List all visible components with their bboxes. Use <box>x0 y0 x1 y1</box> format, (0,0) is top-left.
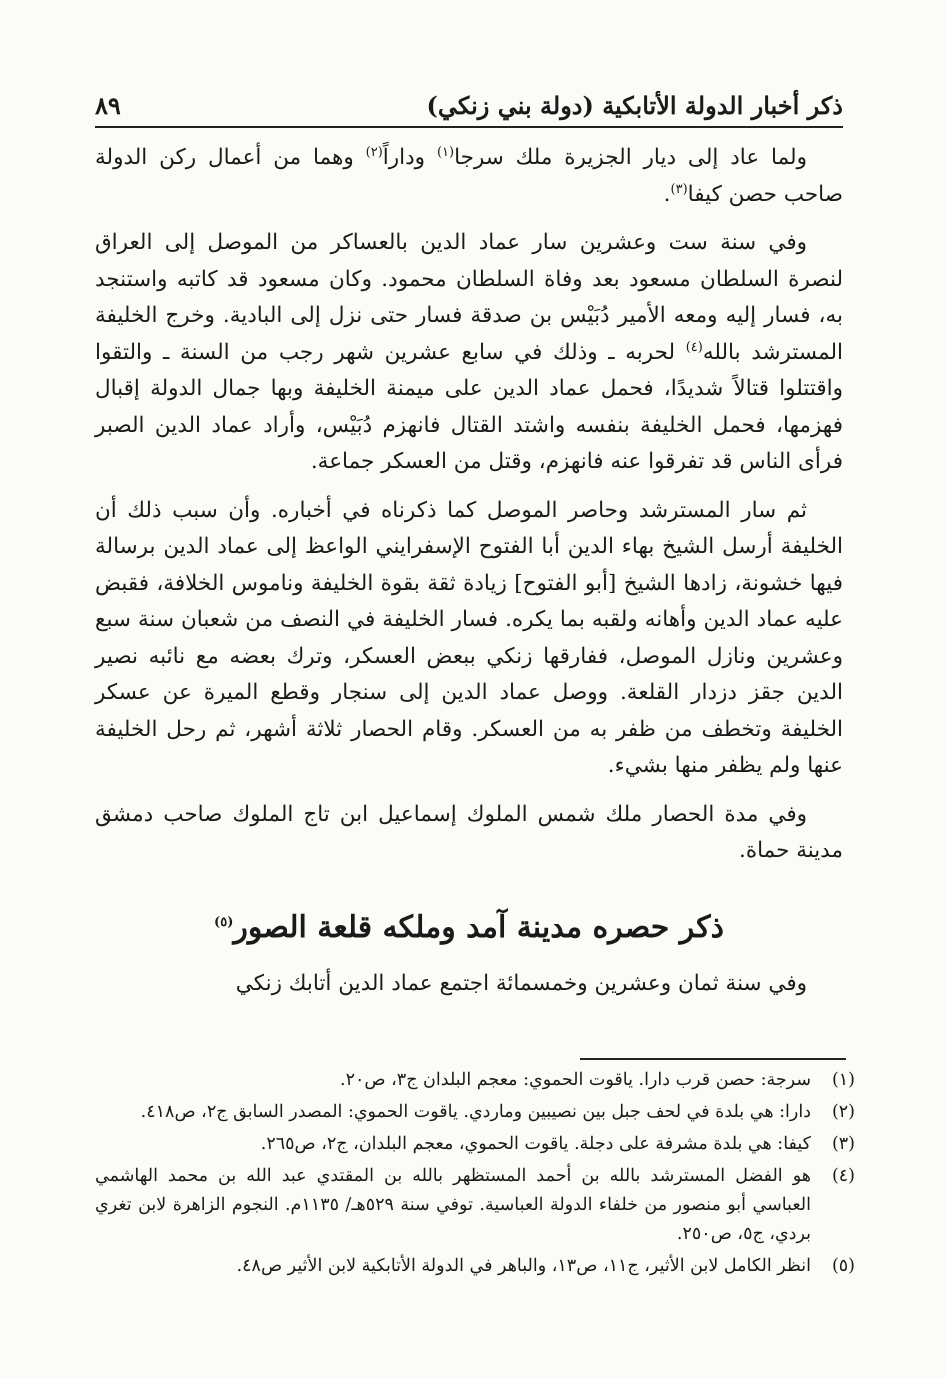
running-title: ذكر أخبار الدولة الأتابكية (دولة بني زنكي) <box>426 91 843 120</box>
footnote-ref-4[interactable]: (٤) <box>685 339 703 355</box>
footnote-divider <box>580 1058 846 1060</box>
running-header <box>95 86 843 128</box>
paragraph-3: ثم سار المسترشد وحاصر الموصل كما ذكرناه في أخباره. وأن سبب ذلك أن الخليفة أرسل الشيخ بهاء الدين أبا الفتوح الإسفرايني الواعظ إلى عماد الدين برسالة فيها خشونة، زادها الشيخ [أبو الفتوح] زيادة ثقة بقوة الخليفة وناموس الخلافة، فقبض عليه عماد الدين وأهانه ولقبه بما يكره. فسار الخليفة في النصف من شعبان سنة سبع وعشرين ونازل الموصل، ففارقها زنكي ببعض العسكر، وترك بعضه مع نائبه نصير الدين جقز دزدار القلعة. ووصل عماد الدين إلى سنجار وقطع الميرة عن عسكر الخليفة وتخطف من ظفر به من العسكر. وقام الحصار ثلاثة أشهر، ثم رحل الخليفة عنها ولم يظفر منها بشيء. <box>95 497 843 778</box>
paragraph-1: ولما عاد إلى ديار الجزيرة ملك سرجا$^{(١)}$ وداراً$^{(٢)}$ وهما من أعمال ركن الدولة صاحب حصن كيفا$^{(٣)}$. <box>95 144 843 207</box>
footnotes <box>95 1066 855 1284</box>
footnote-ref-5[interactable]: (٥) <box>214 914 234 930</box>
footnote-number: (٢) <box>831 1102 855 1122</box>
section-first-line: وفي سنة ثمان وعشرين وخمسمائة اجتمع عماد الدين أتابك زنكي <box>235 970 807 996</box>
paragraph-2: وفي سنة ست وعشرين سار عماد الدين بالعساكر من الموصل إلى العراق لنصرة السلطان مسعود بعد وفاة السلطان محمود. وكان مسعود قد كاتبه واستنجد به، فسار إليه ومعه الأمير دُبَيْس بن صدقة فسار حتى نزل إلى البادية. وخرج الخليفة المسترشد بالله$^{(٤)}$ لحربه ـ وذلك في سابع عشرين شهر رجب من السنة ـ والتقوا واقتتلوا قتالاً شديدًا، فحمل عماد الدين على ميمنة الخليفة وبها جمال الدولة إقبال فهزمها، فحمل الخليفة بنفسه واشتد القتال فانهزم دُبَيْس، وأراد عماد الدين الصبر فرأى الناس قد تفرقوا عنه فانهزم، وقتل من العسكر جماعة. <box>95 230 844 474</box>
main-text <box>95 140 843 1014</box>
footnote-number: (٤) <box>831 1166 855 1186</box>
footnote <box>95 1098 855 1127</box>
footnote <box>95 1252 855 1281</box>
footnote-text: دارا: هي بلدة في لحف جبل بين نصيبين وماردي. ياقوت الحموي: المصدر السابق ج٢، ص٤١٨. <box>140 1102 811 1122</box>
footnote-text: هو الفضل المسترشد بالله بن أحمد المستظهر بالله بن المقتدي عبد الله بن محمد الهاشمي العباسي أبو منصور من خلفاء الدولة العباسية. توفي سنة ٥٢٩هـ/ ١١٣٥م. النجوم الزاهرة لابن تغري بردي، ج٥، ص٢٥٠. <box>95 1166 811 1244</box>
footnote <box>95 1130 855 1159</box>
footnote-ref-3[interactable]: (٣) <box>670 181 688 197</box>
page-number: ٨٩ <box>95 91 121 120</box>
footnote-ref-1[interactable]: (١) <box>436 144 455 160</box>
footnote-ref-2[interactable]: (٢) <box>365 144 383 160</box>
footnote-number: (٣) <box>831 1134 855 1154</box>
footnote-text: كيفا: هي بلدة مشرفة على دجلة. ياقوت الحموي، معجم البلدان، ج٢، ص٢٦٥. <box>260 1134 811 1154</box>
footnote <box>95 1066 855 1095</box>
section-heading: ذكر حصره مدينة آمد وملكه قلعة الصور$^{(٥)}$ <box>214 909 724 945</box>
paragraph-4: وفي مدة الحصار ملك شمس الملوك إسماعيل ابن تاج الملوك صاحب دمشق مدينة حماة. <box>95 801 843 863</box>
footnote-number: (٥) <box>831 1256 855 1276</box>
footnote-text: انظر الكامل لابن الأثير، ج١١، ص١٣، والباهر في الدولة الأتابكية لابن الأثير ص٤٨. <box>236 1256 811 1276</box>
footnote-text: سرجة: حصن قرب دارا. ياقوت الحموي: معجم البلدان ج٣، ص٢٠. <box>340 1070 811 1090</box>
footnote <box>95 1162 855 1249</box>
footnote-number: (١) <box>831 1070 855 1090</box>
